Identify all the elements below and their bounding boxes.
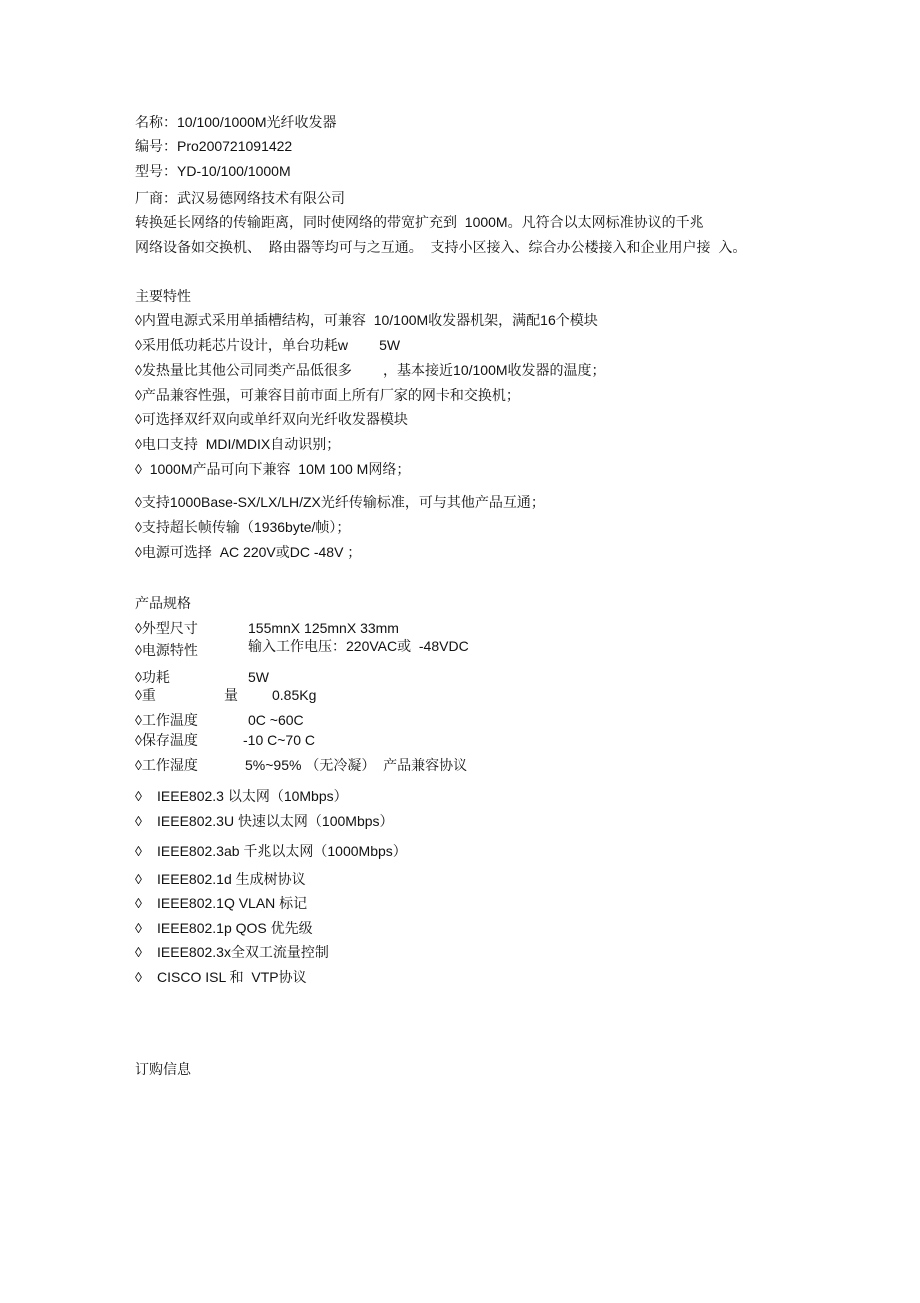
description-line: 转换延长网络的传输距离，同时使网络的带宽扩充到 1000M。凡符合以太网标准协议的千兆 xyxy=(135,214,704,230)
feature-item: ◊采用低功耗芯片设计，单台功耗w 5W xyxy=(135,337,401,353)
protocol-bullet: ◊ xyxy=(135,871,142,887)
feature-item: ◊产品兼容性强，可兼容目前市面上所有厂家的网卡和交换机； xyxy=(135,387,520,403)
feature-item: ◊支持1000Base-SX/LX/LH/ZX光纤传输标准，可与其他产品互通； xyxy=(135,494,545,510)
feature-item: ◊内置电源式采用单插槽结构，可兼容 10/100M收发器机架，满配16个模块 xyxy=(135,312,598,328)
protocol-item: IEEE802.3ab 千兆以太网（1000Mbps） xyxy=(157,843,407,859)
manufacturer: 厂商：武汉易德网络技术有限公司 xyxy=(135,190,345,206)
feature-item: ◊电源可选择 AC 220V或DC -48V ； xyxy=(135,544,362,560)
protocol-item: IEEE802.3 以太网（10Mbps） xyxy=(157,788,348,804)
protocol-item: IEEE802.1Q VLAN 标记 xyxy=(157,895,308,911)
spec-value: -10 C~70 C xyxy=(243,732,315,748)
spec-label: ◊外型尺寸 xyxy=(135,620,198,636)
protocol-bullet: ◊ xyxy=(135,920,142,936)
feature-item: ◊电口支持 MDI/MDIX自动识别； xyxy=(135,436,341,452)
spec-label: ◊工作湿度 xyxy=(135,757,198,773)
specs-heading: 产品规格 xyxy=(135,595,191,611)
spec-value: 0.85Kg xyxy=(272,687,317,703)
features-heading: 主要特性 xyxy=(135,288,191,304)
protocol-item: IEEE802.1p QOS 优先级 xyxy=(157,920,313,936)
protocol-bullet: ◊ xyxy=(135,843,142,859)
feature-item: ◊可选择双纤双向或单纤双向光纤收发器模块 xyxy=(135,411,408,427)
feature-item: ◊发热量比其他公司同类产品低很多 ，基本接近10/100M收发器的温度； xyxy=(135,362,606,378)
spec-label-part: 量 xyxy=(224,687,238,703)
protocol-item: IEEE802.3x全双工流量控制 xyxy=(157,944,329,960)
spec-value: 155mnX 125mnX 33mm xyxy=(248,620,399,636)
protocol-item: IEEE802.3U 快速以太网（100Mbps） xyxy=(157,813,394,829)
description-line: 网络设备如交换机、 路由器等均可与之互通。 支持小区接入、综合办公楼接入和企业用户接 入。 xyxy=(135,239,747,255)
spec-label: ◊重 xyxy=(135,687,156,703)
spec-value: 5%~95% （无冷凝） 产品兼容协议 xyxy=(245,757,468,773)
order-heading: 订购信息 xyxy=(135,1061,191,1077)
product-model: 型号：YD-10/100/1000M xyxy=(135,163,291,179)
spec-label: ◊功耗 xyxy=(135,669,170,685)
protocol-bullet: ◊ xyxy=(135,788,142,804)
spec-label: ◊电源特性 xyxy=(135,642,198,658)
protocol-bullet: ◊ xyxy=(135,944,142,960)
protocol-bullet: ◊ xyxy=(135,813,142,829)
spec-value: 5W xyxy=(248,669,269,685)
product-name: 名称：10/100/1000M光纤收发器 xyxy=(135,114,337,130)
feature-item: ◊ 1000M产品可向下兼容 10M 100 M网络； xyxy=(135,461,411,477)
protocol-bullet: ◊ xyxy=(135,895,142,911)
feature-item: ◊支持超长帧传输（1936byte/帧）； xyxy=(135,519,351,535)
protocol-item: CISCO ISL 和 VTP协议 xyxy=(157,969,307,985)
product-code: 编号：Pro200721091422 xyxy=(135,138,293,154)
spec-label: ◊工作温度 xyxy=(135,712,198,728)
spec-label: ◊保存温度 xyxy=(135,732,198,748)
spec-value: 输入工作电压：220VAC或 -48VDC xyxy=(248,638,469,654)
protocol-bullet: ◊ xyxy=(135,969,142,985)
protocol-item: IEEE802.1d 生成树协议 xyxy=(157,871,306,887)
spec-value: 0C ~60C xyxy=(248,712,304,728)
